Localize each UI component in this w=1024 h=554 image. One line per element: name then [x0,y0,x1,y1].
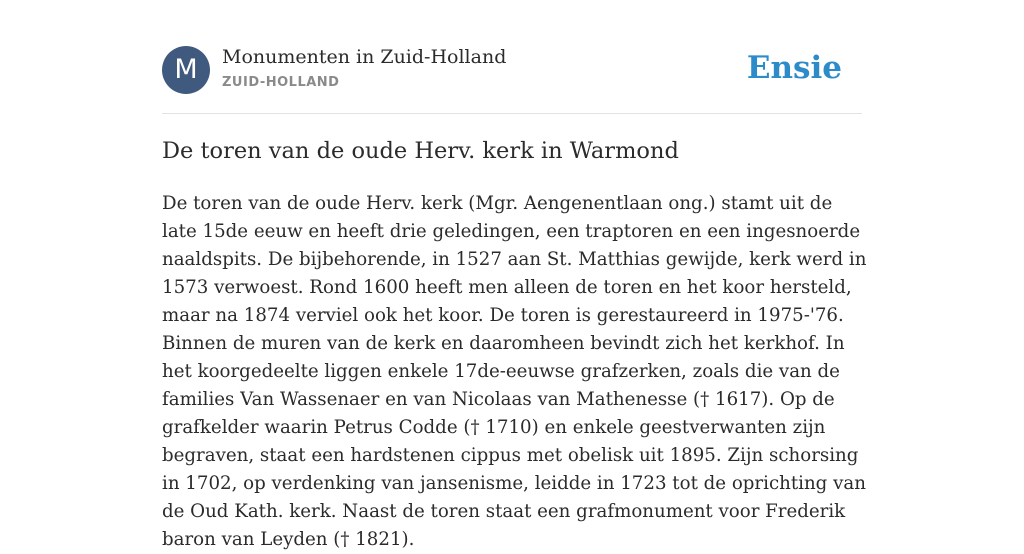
article-title: De toren van de oude Herv. kerk in Warmond [162,138,679,164]
brand-logo[interactable]: Ensie [746,50,842,86]
site-subtitle: ZUID-HOLLAND [222,75,340,90]
avatar[interactable]: M [162,46,210,94]
site-title[interactable]: Monumenten in Zuid-Holland [222,46,507,68]
divider [162,113,862,114]
site-header [162,46,862,96]
article-body: De toren van de oude Herv. kerk (Mgr. Aengenentlaan ong.) stamt uit de late 15de eeuw en heeft drie geledingen, een traptoren en een ingesnoerde naaldspits. De bijbehorende, in 1527 aan St. Matthias gewijde, kerk werd in 1573 verwoest. Rond 1600 heeft men alleen de toren en het koor hersteld, maar na 1874 verviel ook het koor. De toren is gerestaureerd in 1975-'76. Binnen de muren van de kerk en daaromheen bevindt zich het kerkhof. In het koorgedeelte liggen enkele 17de-eeuwse grafzerken, zoals die van de families Van Wassenaer en van Nicolaas van Mathenesse († 1617). Op de grafkelder waarin Petrus Codde († 1710) en enkele geestverwanten zijn begraven, staat een hardstenen cippus met obelisk uit 1895. Zijn schorsing in 1702, op verdenking van jansenisme, leidde in 1723 tot de oprichting van de Oud Kath. kerk. Naast de toren staat een grafmonument voor Frederik baron van Leyden († 1821). [162,193,867,550]
